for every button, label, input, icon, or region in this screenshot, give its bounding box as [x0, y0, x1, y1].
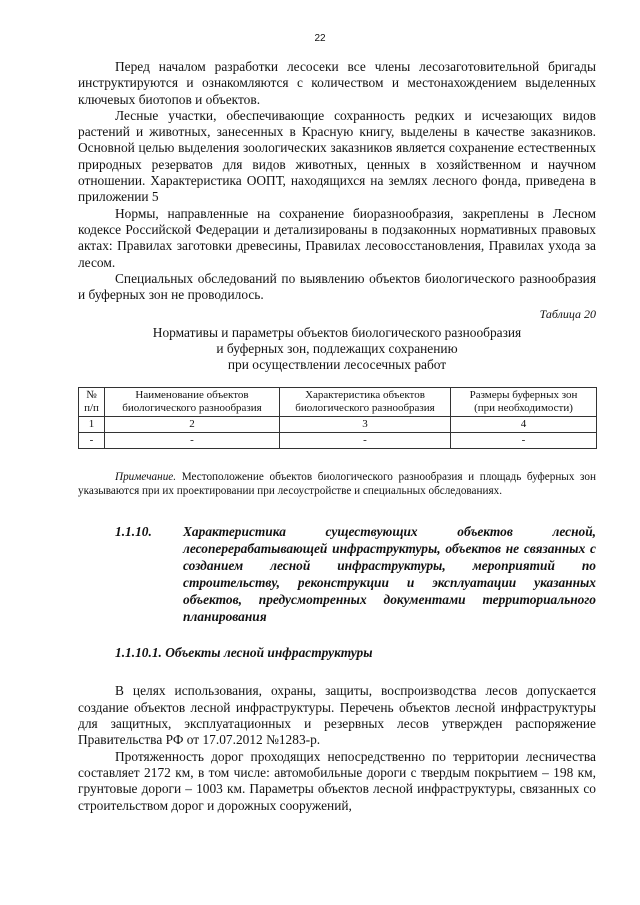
table-cell: 4: [451, 417, 597, 433]
section-title: Характеристика существующих объектов лесной, лесоперерабатывающей инфраструктуры, объектов не связанных с созданием лесной инфраструктуры, мероприятий по строительству, реконструкции и эксплуатации указанных объектов, предусмотренных документами территориального планирования: [183, 524, 596, 625]
table-title: [78, 325, 596, 373]
table-title-line: Нормативы и параметры объектов биологического разнообразия: [152, 325, 522, 341]
biodiversity-table: [78, 387, 597, 449]
subsection-heading: 1.1.10.1. Объекты лесной инфраструктуры: [115, 645, 373, 661]
section-heading: [78, 523, 596, 625]
document-body: [78, 59, 596, 814]
table-row: [79, 433, 597, 449]
table-title-line: и буферных зон, подлежащих сохранению: [216, 341, 458, 357]
paragraph: Перед началом разработки лесосеки все члены лесозаготовительной бригады инструктируются и ознакомляются с количеством и местонахождением выделенных ключевых биотопов и объектов.: [78, 59, 596, 107]
header-cell-characteristic: Характеристика объектов биологического разнообразия: [280, 388, 451, 417]
table-cell: -: [105, 433, 280, 449]
table-note: [78, 470, 596, 498]
paragraph: Нормы, направленные на сохранение биоразнообразия, закреплены в Лесном кодексе Российской Федерации и детализированы в подзаконных нормативных правовых актах: Правилах заготовки древесины, Правилах лесовосстановления, Правилах ухода за лесом.: [78, 205, 596, 270]
note-text: Местоположение объектов биологического разнообразия и площадь буферных зон указываются при их проектировании при лесоустройстве и специальных обследованиях.: [78, 471, 596, 498]
note-label: Примечание.: [115, 471, 177, 484]
header-cell-buffer-size: Размеры буферных зон (при необходимости): [451, 388, 597, 417]
section-number: 1.1.10.: [115, 524, 152, 540]
table-cell: 2: [105, 417, 280, 433]
table-cell: -: [79, 433, 105, 449]
header-cell-number: № п/п: [79, 388, 105, 417]
paragraph: Специальных обследований по выявлению объектов биологического разнообразия и буферных зон не проводилось.: [78, 270, 596, 303]
paragraph: Протяженность дорог проходящих непосредственно по территории лесничества составляет 2172 км, в том числе: автомобильные дороги с твердым покрытием – 198 км, грунтовые дороги – 1003 км. Параметры объектов лесной инфраструктуры, связанных со строительством дорог и дорожных сооружений,: [78, 748, 596, 813]
page-number: 22: [314, 33, 326, 44]
table-cell: 1: [79, 417, 105, 433]
table-cell: -: [280, 433, 451, 449]
table-header-row: [79, 388, 597, 417]
header-cell-name: Наименование объектов биологического разнообразия: [105, 388, 280, 417]
table-title-line: при осуществлении лесосечных работ: [227, 357, 447, 373]
paragraph: Лесные участки, обеспечивающие сохранность редких и исчезающих видов растений и животных, занесенных в Красную книгу, выделены в качестве заказников. Основной целью выделения зоологических заказников является сохранение естественных природных резерватов для видов животных, ценных в хозяйственном и научном отношении. Характеристика ООПТ, находящихся на землях лесного фонда, приведена в приложении 5: [78, 107, 596, 205]
table-number-row: [79, 417, 597, 433]
paragraph: В целях использования, охраны, защиты, воспроизводства лесов допускается создание объектов лесной инфраструктуры. Перечень объектов лесной инфраструктуры для защитных, эксплуатационных и резервных лесов утвержден распоряжение Правительства РФ от 17.07.2012 №1283-р.: [78, 683, 596, 748]
table-cell: 3: [280, 417, 451, 433]
table-cell: -: [451, 433, 597, 449]
table-label: Таблица 20: [539, 307, 596, 322]
